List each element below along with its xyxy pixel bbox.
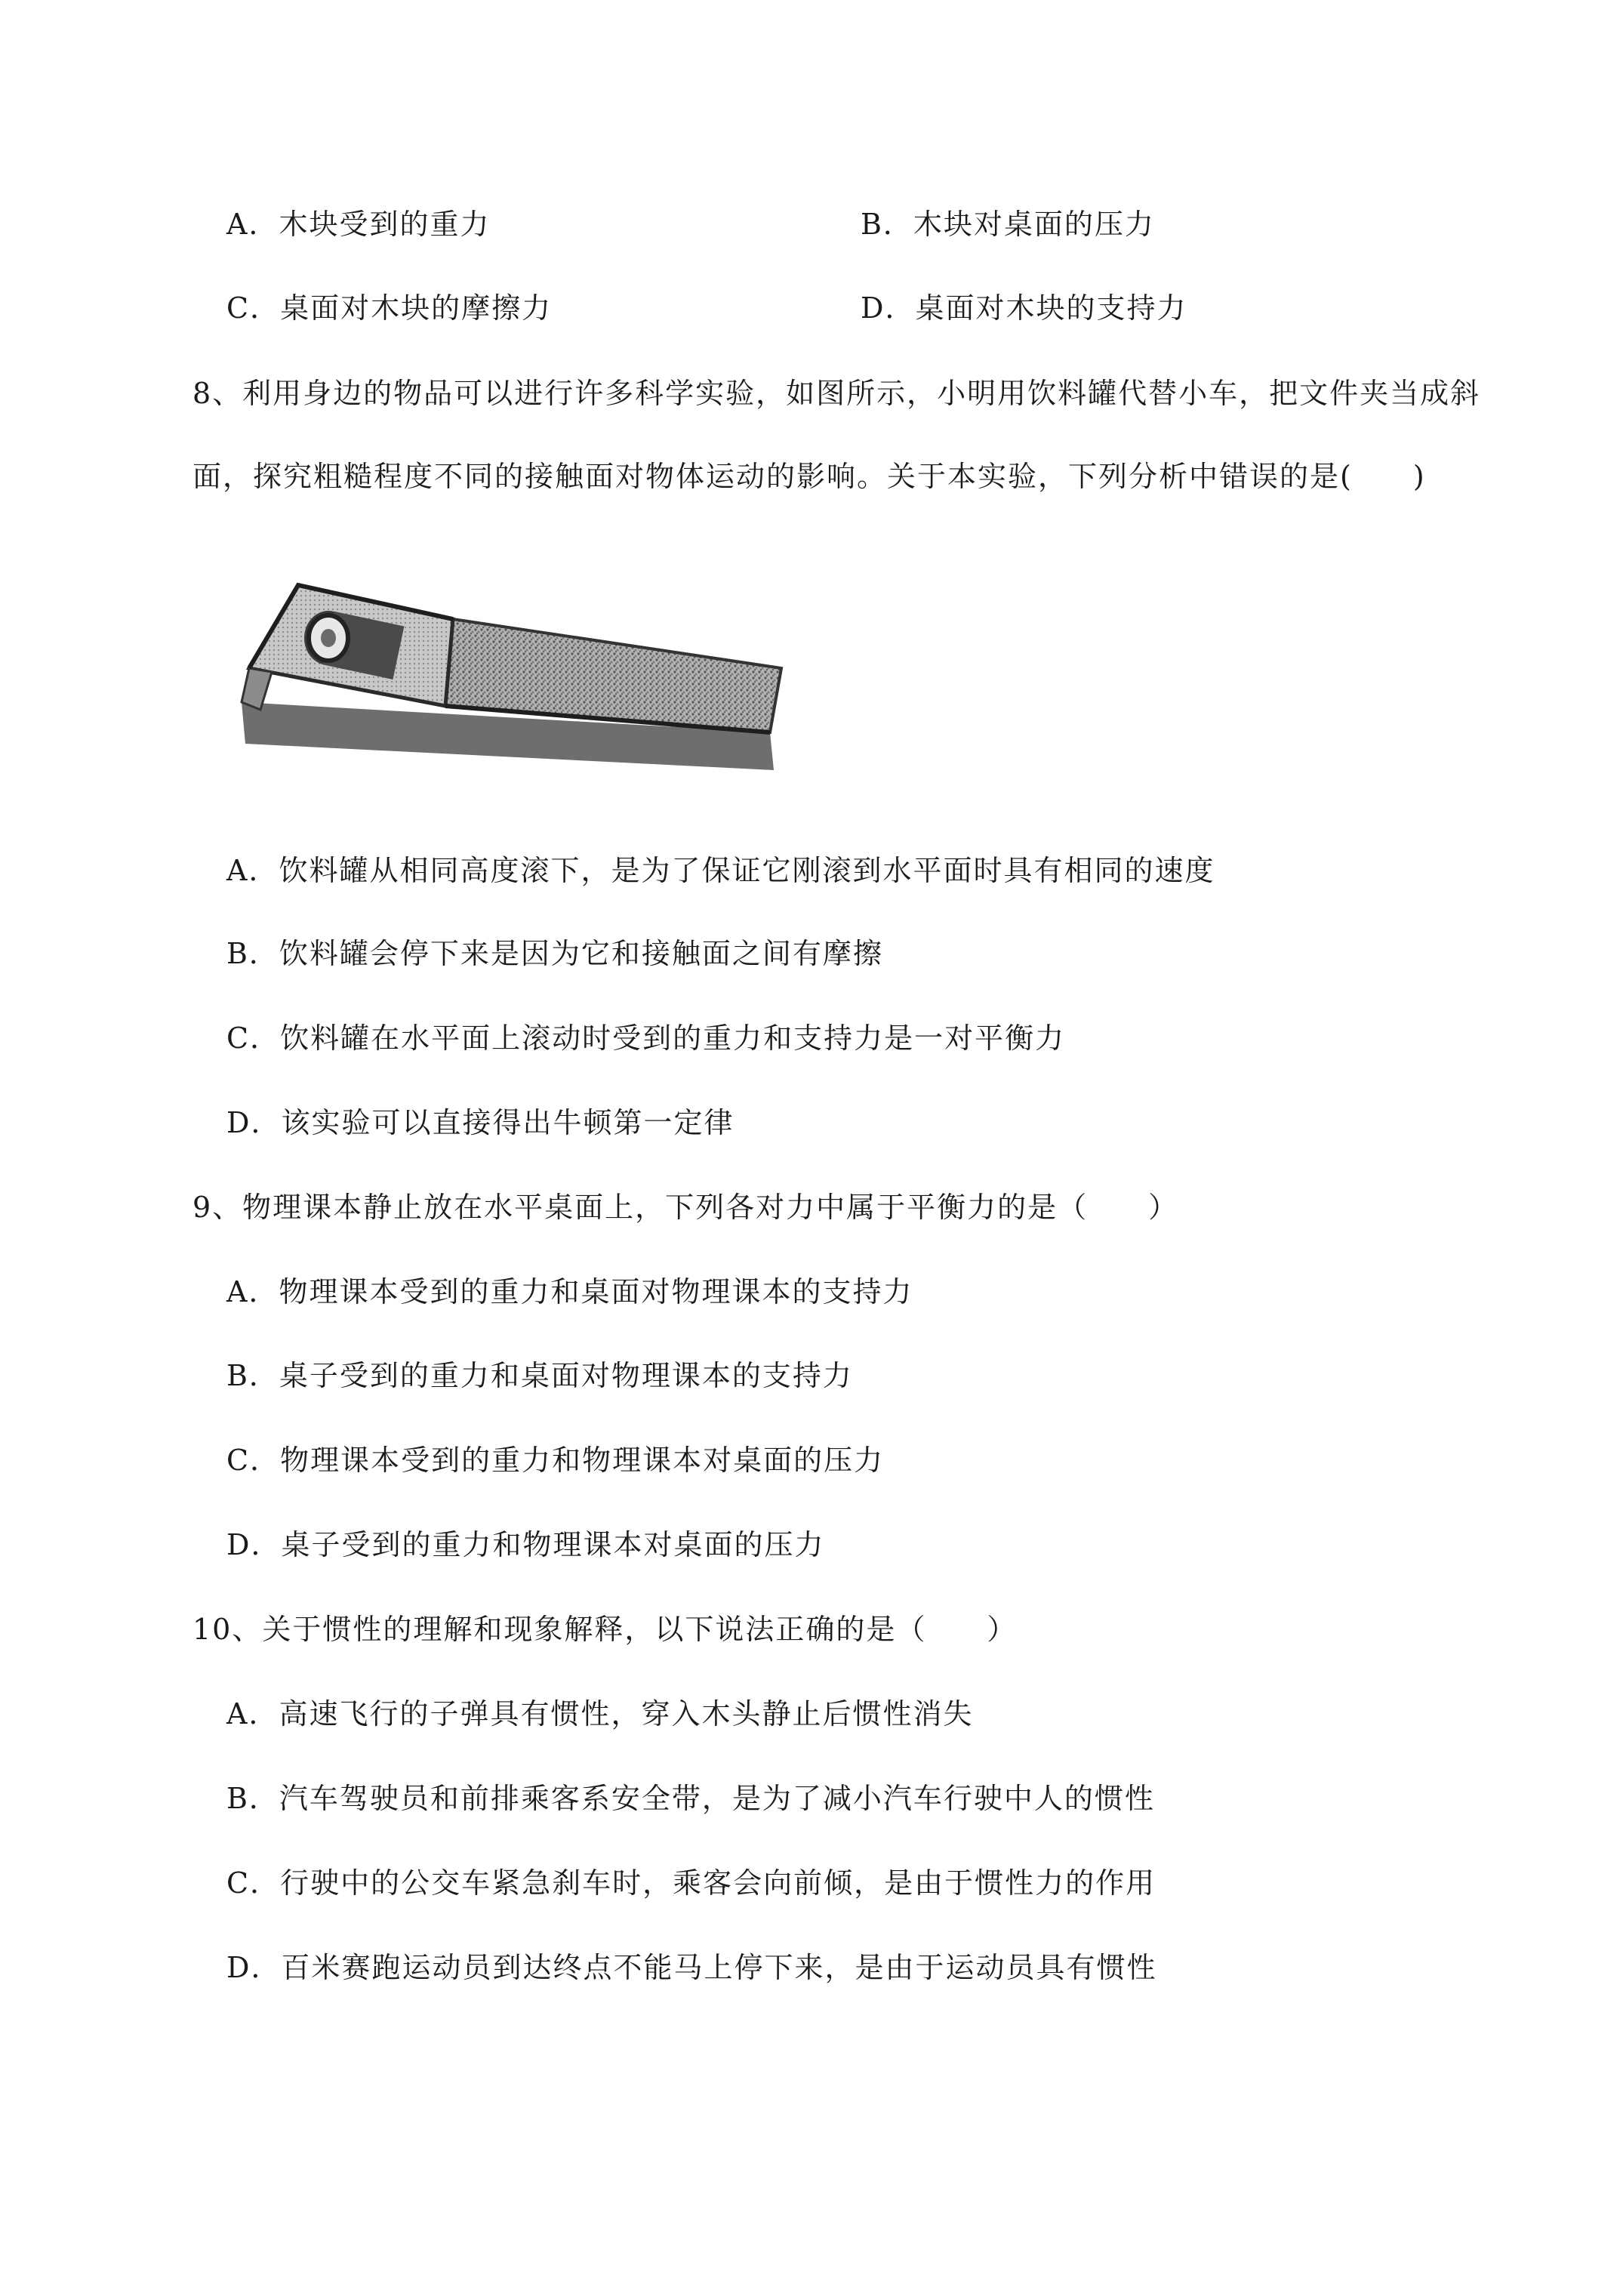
q9-option-a: A．物理课本受到的重力和桌面对物理课本的支持力 xyxy=(226,1275,913,1308)
q7-option-b: B．木块对桌面的压力 xyxy=(861,208,1155,241)
q8-option-b: B．饮料罐会停下来是因为它和接触面之间有摩擦 xyxy=(226,937,883,970)
q7-option-a: A．木块受到的重力 xyxy=(226,208,491,241)
q8-option-a: A．饮料罐从相同高度滚下，是为了保证它刚滚到水平面时具有相同的速度 xyxy=(226,854,1215,887)
q8-stem-line2: 面，探究粗糙程度不同的接触面对物体运动的影响。关于本实验，下列分析中错误的是( ) xyxy=(192,460,1426,493)
q8-stem-line1: 8、利用身边的物品可以进行许多科学实验，如图所示，小明用饮料罐代替小车，把文件夹当成斜 xyxy=(192,377,1481,410)
q10-stem: 10、关于惯性的理解和现象解释，以下说法正确的是（ ） xyxy=(192,1613,1018,1646)
q10-option-a: A．高速飞行的子弹具有惯性，穿入木头静止后惯性消失 xyxy=(226,1697,974,1730)
q10-option-d: D．百米赛跑运动员到达终点不能马上停下来，是由于运动员具有惯性 xyxy=(226,1951,1157,1984)
q9-option-d: D．桌子受到的重力和物理课本对桌面的压力 xyxy=(226,1528,825,1561)
q8-option-d: D．该实验可以直接得出牛顿第一定律 xyxy=(226,1106,735,1139)
q7-option-c: C．桌面对木块的摩擦力 xyxy=(226,291,553,325)
q8-option-c: C．饮料罐在水平面上滚动时受到的重力和支持力是一对平衡力 xyxy=(226,1022,1066,1055)
q9-stem: 9、物理课本静止放在水平桌面上，下列各对力中属于平衡力的是（ ） xyxy=(192,1191,1179,1224)
q7-option-d: D．桌面对木块的支持力 xyxy=(861,291,1187,325)
ramp-experiment-figure xyxy=(226,544,800,793)
q9-option-c: C．物理课本受到的重力和物理课本对桌面的压力 xyxy=(226,1444,885,1477)
q9-option-b: B．桌子受到的重力和桌面对物理课本的支持力 xyxy=(226,1359,853,1392)
q10-option-c: C．行驶中的公交车紧急刹车时，乘客会向前倾，是由于惯性力的作用 xyxy=(226,1866,1156,1900)
q10-option-b: B．汽车驾驶员和前排乘客系安全带，是为了减小汽车行驶中人的惯性 xyxy=(226,1782,1155,1815)
